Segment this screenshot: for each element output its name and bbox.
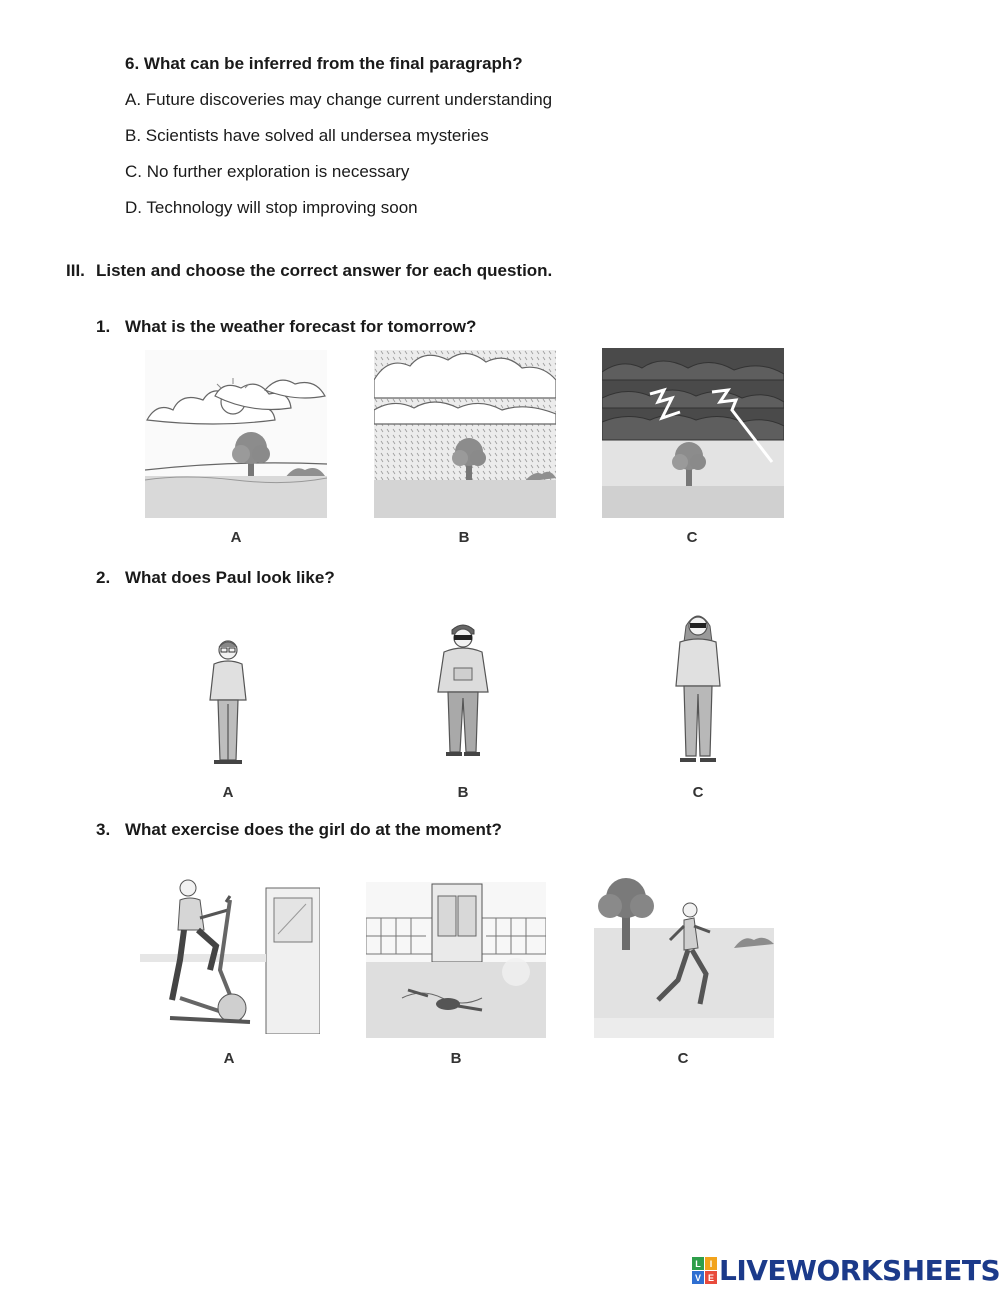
logo-letter-e: E (705, 1271, 717, 1284)
item-2-question: What does Paul look like? (125, 568, 335, 587)
weather-picture-c[interactable] (602, 348, 784, 518)
liveworksheets-logo (692, 1254, 1000, 1286)
logo-text: LIVEWORKSHEETS (719, 1253, 1000, 1287)
exercise-picture-c[interactable] (594, 876, 774, 1038)
weather-label-a: A (230, 529, 242, 546)
weather-label-c: C (686, 529, 698, 546)
question-6-option-d[interactable]: D. Technology will stop improving soon (125, 198, 418, 217)
exercise-label-b: B (450, 1050, 462, 1067)
logo-letter-l: L (692, 1257, 704, 1270)
person-label-b: B (457, 784, 469, 801)
section-title: Listen and choose the correct answer for each question. (96, 261, 553, 280)
question-6-option-a[interactable]: A. Future discoveries may change current understanding (125, 90, 553, 109)
item-2-number: 2. (96, 568, 111, 587)
person-picture-c[interactable] (668, 610, 728, 768)
weather-picture-b[interactable] (374, 350, 556, 518)
logo-mark-icon (692, 1257, 716, 1283)
exercise-picture-a[interactable] (140, 878, 320, 1034)
item-1-number: 1. (96, 317, 111, 336)
section-number: III. (66, 261, 85, 280)
exercise-picture-b[interactable] (366, 882, 546, 1038)
person-picture-a[interactable] (200, 638, 256, 770)
item-3-number: 3. (96, 820, 111, 839)
item-1-question: What is the weather forecast for tomorrow? (125, 317, 477, 336)
question-6-option-b[interactable]: B. Scientists have solved all undersea mysteries (125, 126, 489, 145)
question-6-option-c[interactable]: C. No further exploration is necessary (125, 162, 410, 181)
exercise-label-a: A (223, 1050, 235, 1067)
person-picture-b[interactable] (430, 622, 496, 762)
person-label-c: C (692, 784, 704, 801)
item-3-question: What exercise does the girl do at the moment? (125, 820, 502, 839)
question-6-title: 6. What can be inferred from the final paragraph? (125, 54, 523, 73)
exercise-label-c: C (677, 1050, 689, 1067)
weather-picture-a[interactable] (145, 350, 327, 518)
logo-letter-v: V (692, 1271, 704, 1284)
weather-label-b: B (458, 529, 470, 546)
person-label-a: A (222, 784, 234, 801)
logo-letter-i: I (705, 1257, 717, 1270)
